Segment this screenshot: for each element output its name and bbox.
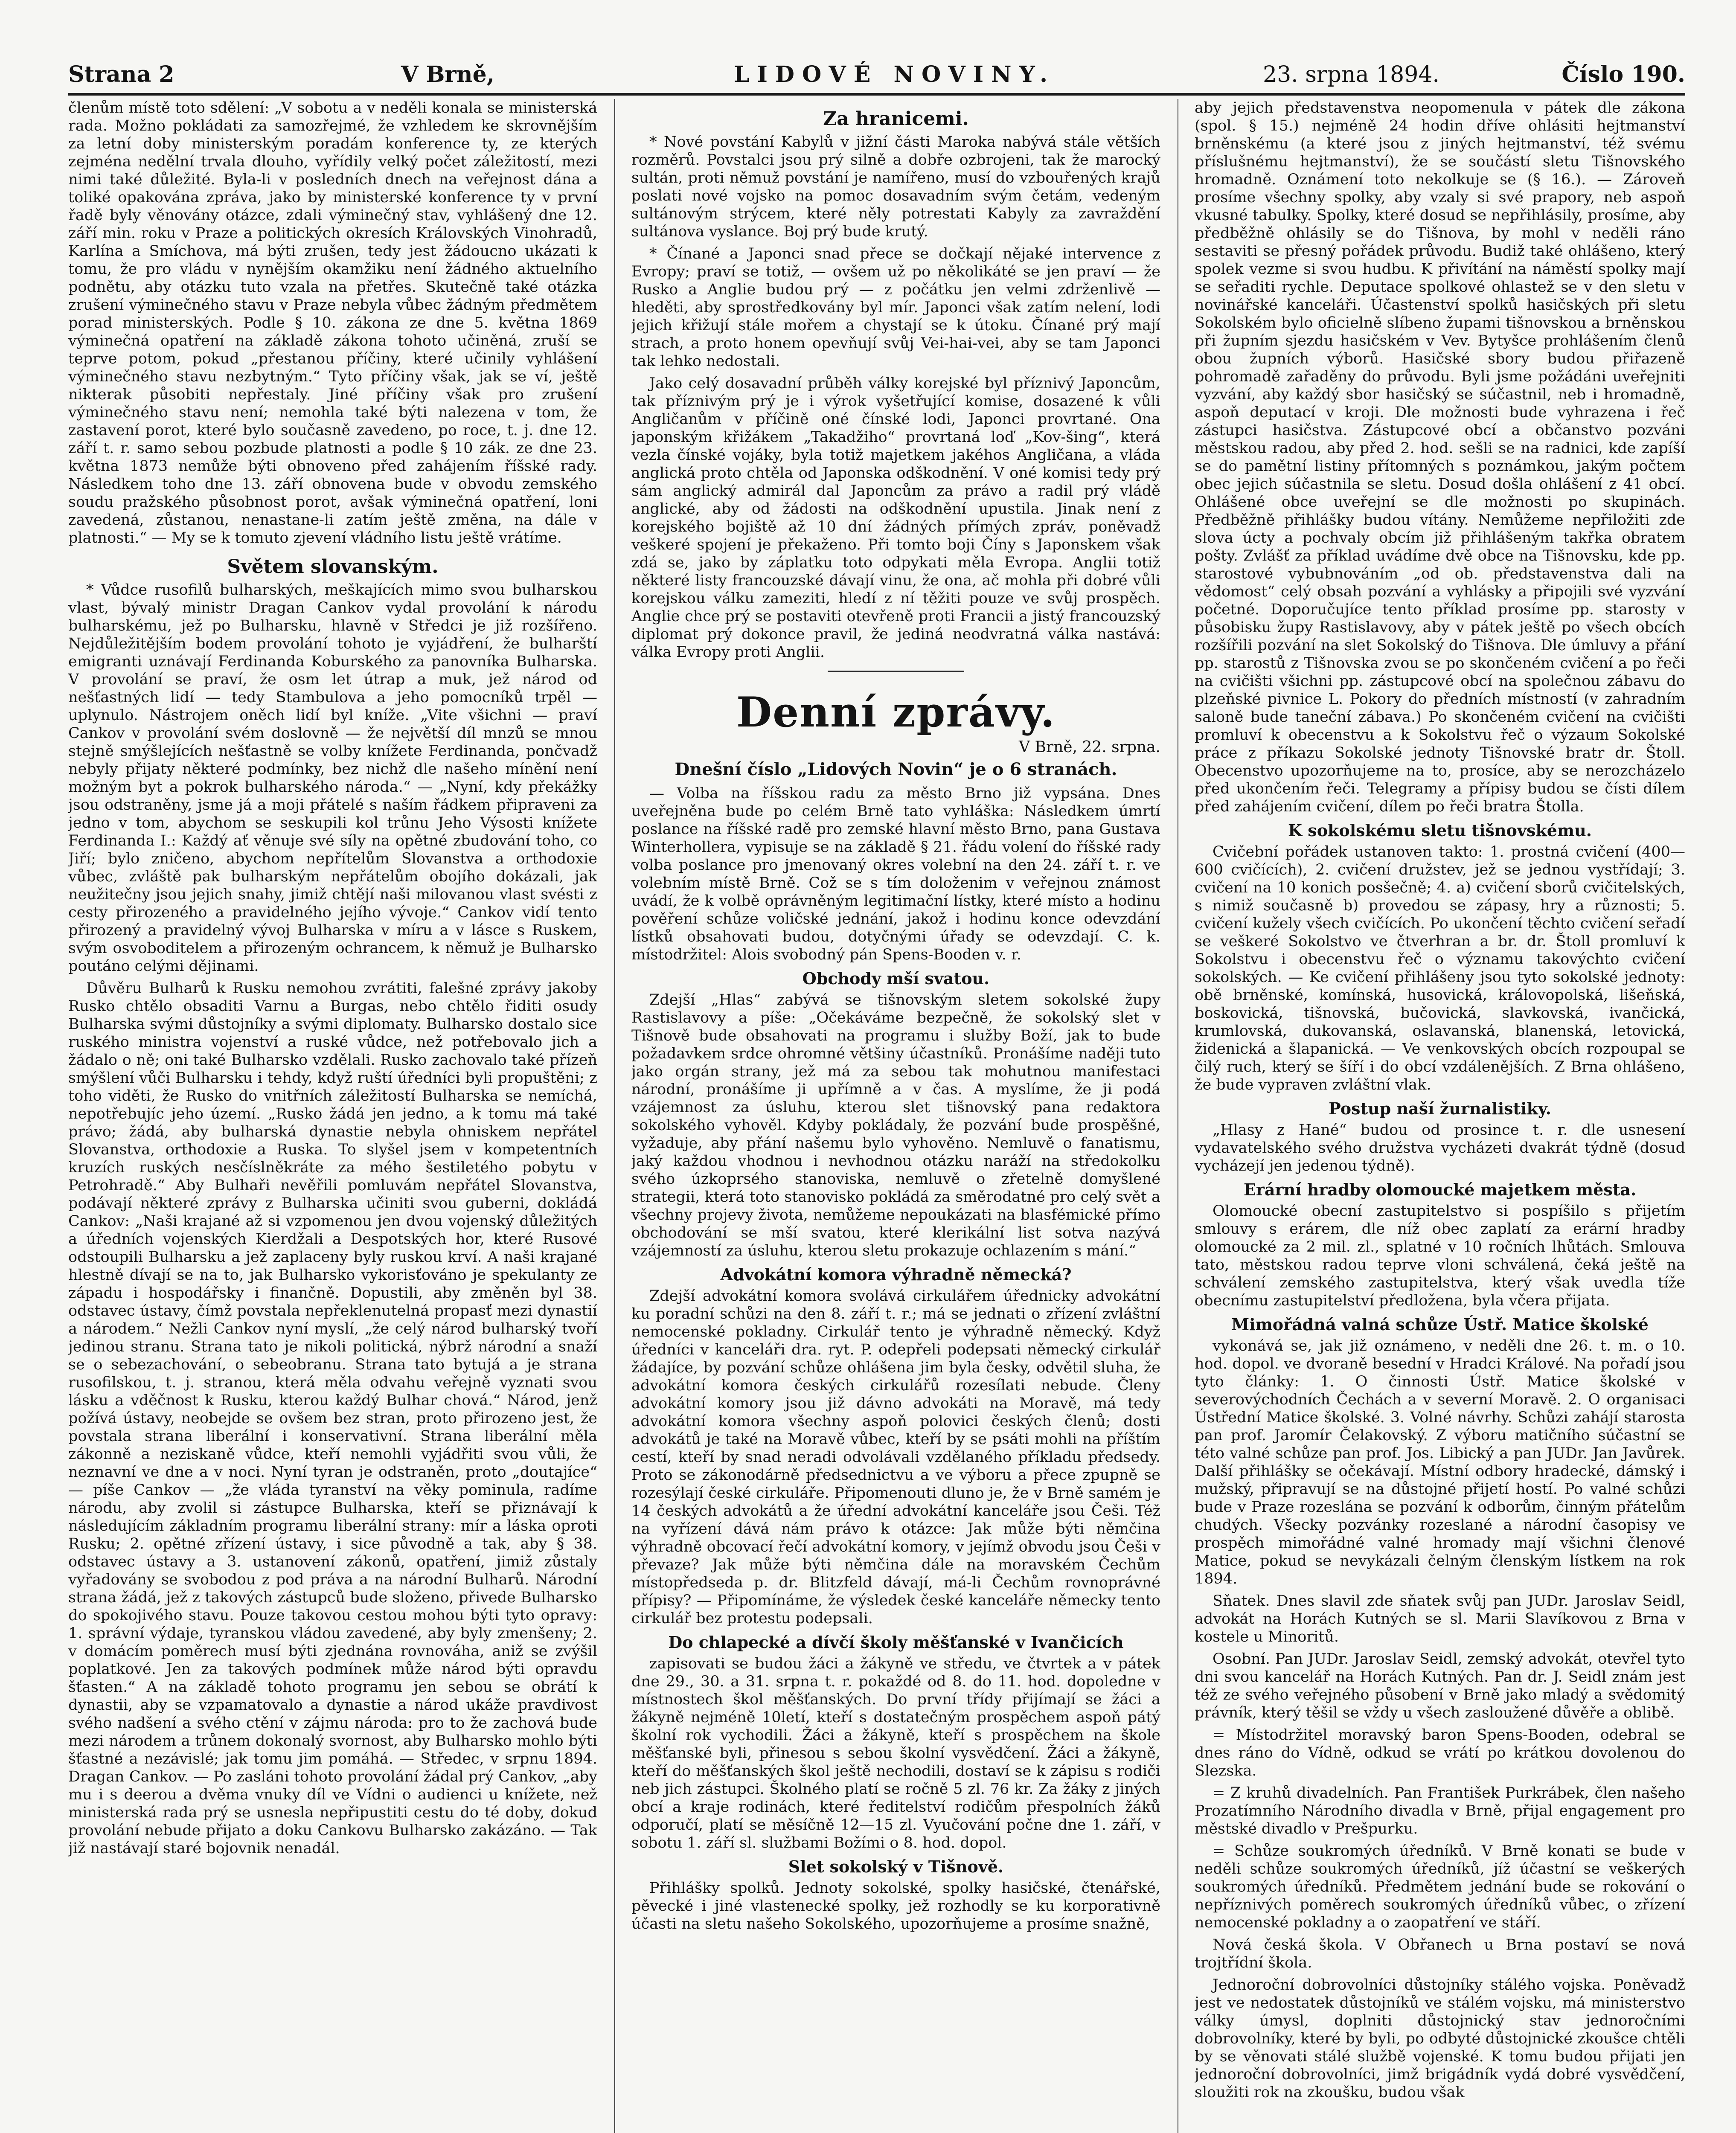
article-text: aby jejich představenstva neopomenula v pátek dle zákona (spol. § 15.) nejméně 24 hodin dříve ohlásiti hejtmanství brněnskému (a které jsou z jiných hejtmanství, též svému příslušnému hejtmanství), že se součástí sletu Tišnovského hromadně. Oznámení toto nekolkuje se (§ 16.). — Zároveň prosíme všechny spolky, aby vzaly si své prapory, neb aspoň vkusné tabulky. Spolky, které dosud se nepřihlásily, prosíme, aby předběžně ohlásily se do Tišnova, by mohl v neděli ráno sestaviti se přesný pořádek průvodu. Budiž také ohlášeno, který spolek vezme si svou hudbu. K přivítání na náměstí spolky mají se seřaditi rychle. Deputace spolkové ohlastež se v den sletu v novinářské kanceláři. Účastenství spolků hasičských při sletu Sokolském bylo oficielně slíbeno župami tišnovskou a brněnskou při župním sjezdu hasičském v Vev. Bytyšce prohlášením členů obou župních výborů. Hasičské sbory budou přiřazeně pohromadě zařaděny do průvodu. Byli jsme požádáni uveřejniti vyzvání, aby každý sbor hasičský se súčastnil, neb i hromadně, aspoň deputací v kroji. Dle možnosti bude vyhrazena i řeč zástupci hasičstva. Zástupcové obcí a občanstvo pozváni městskou radou, aby před 2. hod. sešli se na radnici, kde zapíší se do pamětní listiny přítomných s poznámkou, jakým počtem obec jejich súčastnila se sletu. Dosud došla ohlášení z 41 obcí. Ohlášené obce uveřejní se dle možnosti po skupinách. Předběžně přihlášky budou vítány. Nemůžeme nepřiložiti zde slova úcty a pochvaly obcím již přihlášeným takřka obratem pošty. Zvlášť za příklad uvádíme dvě obce na Tišnovsku, kde pp. starostové vybubnováním „od ob. představenstva dali na vědomost“ celý obsah pozvání a vyhlásky a připojili své vyzvání početné. Doporučujíce tento příklad prosíme pp. starosty v působisku župy Rastislavovy, aby v pátek ještě po všech obcích rozšířili pozvání na slet Sokolský do Tišnova. Dle úmluvy a přání pp. starostů z Tišnovska zvou se po skončeném cvičení a po řeči na cvičišti všichni pp. zástupcové obcí na společnou zábavu do plzeňské pivnice L. Pokory do předních místností (v zahradním saloně bude taneční zábava.) Po skončeném cvičení na cvičišti promluví k obecenstvu a k Sokolstvu řeč o výzaum Sokolské práce z příkazu Sokolské jednoty Tišnovské bratr dr. Štoll. Obecenstvo upozorňujeme na to, prosíce, aby se nerozcházelo před ukončením řeči. Telegramy a přípisy budou se čísti dílem před zahájením cvičení, dílem po řeči bratra Štolla. bbox=[1195, 99, 1685, 815]
news-item: Osobní. Pan JUDr. Jaroslav Seidl, zemský advokát, otevřel tyto dni svou kancelář na Horách Kutných. Pan dr. J. Seidl znám jest též ze svého veřejného působení v Brně jako mladý a svědomitý právník, který těšil se vždy u všech zasloužené důvěře a oblibě. bbox=[1195, 1651, 1685, 1721]
article-text: Jako celý dosavadní průběh války korejské byl příznivý Japoncům, tak příznivým prý je i výrok vyšetřující komise, dosazené k vůli Angličanům v příčině oné čínské lodi, Japonci provrtané. Ona japonským křižákem „Takadžiho“ provrtaná loď „Kov-šing“, která vezla čínské vojáky, byla totiž majetkem jakéhos Angličana, a vláda anglická proto chtěla od Japonska odškodnění. V oné komisi tedy prý sám anglický admirál dal Japoncům za právo a radil prý vládě anglické, aby od žádosti na odškodnění upustila. Jinak není z korejského bojiště až 10 dní žádných přímých zpráv, poněvadž veškeré spojení je překaženo. Při tomto boji Číny s Japonskem však zdá se, jako by záplatku toto odpykati měla Evropa. Anglii totiž některé listy francouzské dávají vinu, že ona, ač mohla při dobré vůli korejskou válku zameziti, hledí z ní těžiti pouze ve svůj prospěch. Anglie chce prý se postaviti otevřeně proti Francii a jistý francouzský diplomat prý dokonce pravil, že jediná neodvratná válka nastává: válka Evropy proti Anglii. bbox=[631, 375, 1160, 661]
column-1 bbox=[68, 99, 597, 2133]
news-item: = Z kruhů divadelních. Pan František Purkrábek, člen našeho Prozatímního Národního divadla v Brně, přijal engagement pro městské divadlo v Prešpurku. bbox=[1195, 1784, 1685, 1837]
article-text: * Nové povstání Kabylů v jižní části Maroka nabývá stále větších rozměrů. Povstalci jsou prý silně a dobře ozbrojeni, tak že marocký sultán, proti němuž povstání je namířeno, musí do vzbouřených krajů poslati nové vojsko na pomoc dosavadním svým četám, vedeným sultánovým strýcem, které něly potrestati Kabyly za zavraždění sultánova vyslance. Boj prý bude krutý. bbox=[631, 134, 1160, 240]
article-heading: K sokolskému sletu tišnovskému. bbox=[1288, 821, 1592, 840]
news-item: Sňatek. Dnes slavil zde sňatek svůj pan JUDr. Jaroslav Seidl, advokát na Horách Kutných se sl. Marii Slavíkovou z Brna v kostele u Minoritů. bbox=[1195, 1592, 1685, 1645]
ornament-divider bbox=[828, 671, 964, 672]
column-divider bbox=[614, 99, 615, 2133]
article-text: vykonává se, jak již oznámeno, v neděli dne 26. t. m. o 10. hod. dopol. ve dvoraně besední v Hradci Králové. Na pořadí jsou tyto články: 1. O činnosti Ústř. Matice školské v severovýchodních Čechách a v severní Moravě. 2. O organisaci Ústřední Matice školské. 3. Volné návrhy. Schůzi zahájí starosta pan prof. Jaromír Čelakovský. Z výboru matičního súčastní se této valné schůze pan prof. Jos. Libický a pan JUDr. Jan Javůrek. Další přihlášky se očekávají. Místní odbory hradecké, dámský i mužský, připravují se na důstojné přijetí hostí. Po valné schůzi bude v Praze rozeslána se pozvání k odborům, činným přátelům chudých. Všecky pozvánky rozeslané a národní časopisy ve prospěch mimořádné valné hromady mají všichni členové Matice, pokud se nevykázali čelným členským lístkem na rok 1894. bbox=[1195, 1337, 1685, 1587]
article-heading: Erární hradby olomoucké majetkem města. bbox=[1243, 1180, 1637, 1199]
article-text: — Volba na říšskou radu za město Brno již vypsána. Dnes uveřejněna bude po celém Brně tato vyhláška: Následkem úmrtí poslance na říšské radě pro zemské hlavní město Brno, pana Gustava Winterhollera, vypisuje se na základě § 21. řádu volení do říšské rady volba poslance pro jmenovaný okres volební na den 24. září t. r. ve volebním místě Brně. Což se s tím doloženim v veřejnou známost uvádí, že k volbě oprávněným legitimační lístky, které místo a hodinu pověření schůze voličské jednání, jakož i hodinu konce odevzdání lístků obsahovati budou, dotyčnými úřady se odevzdají. C. k. místodržitel: Alois svobodný pán Spens-Booden v. r. bbox=[631, 785, 1160, 963]
article-text: Cvičební pořádek ustanoven takto: 1. prostná cvičení (400—600 cvičících), 2. cvičení družstev, jež se jednou vystřídají; 3. cvičení na 10 konich posšečně; 4. a) cvičení sborů cvičitelských, s nimiž současně b) provedou se zápasy, hry a různosti; 5. cvičení kužely všech cvičících. Po ukončení těchto cvičení seřadí se veškeré Sokolstvo ve čtverhran a br. dr. Štoll promluví k Sokolstvu i obecenstvu řeč o významu takovýchto cvičení sokolských. — Ke cvičení přihlášeny jsou tyto sokolské jednoty: obě brněnské, komínská, husovická, královopolská, lišeňská, boskovická, tišnovská, bučovická, slavkovská, ivančická, krumlovská, dukovanská, oslavanská, blanenská, letovická, židenická a šlapanická. — Ve venkovských obcích rozpoupal se čilý ruch, který se šíří i do obcí vzdálenějších. Z Brna ohlášeno, že bude vypraven zvláštní vlak. bbox=[1195, 843, 1685, 1093]
section-heading: Světem slovanským. bbox=[227, 556, 439, 578]
issue-notice: Dnešní číslo „Lidových Novin“ je o 6 stranách. bbox=[675, 759, 1117, 779]
news-item: Nová česká škola. V Obřanech u Brna postaví se nová trojtřídní škola. bbox=[1195, 1936, 1685, 1971]
news-item: Jednoroční dobrovolníci důstojníky stálého vojska. Poněvadž jest ve nedostatek důstojníků ve stálém vojsku, má ministerstvo války úmysl, doplniti důstojnický stav jednoročními dobrovolníky, které by byli, po odbyté důstojnické zkoušce chtěli by se věnovati stálé službě vojenské. K tomu budou přijati jen jednoroční dobrovolníci, jimž brigádník vydá dobré vysvědčení, sloužiti rok na zkoušku, budou však bbox=[1195, 1976, 1685, 2101]
page-number: Strana 2 bbox=[68, 61, 174, 87]
article-text: „Hlasy z Hané“ budou od prosince t. r. dle usnesení vydavatelského svého družstva vycházeti dvakrát týdně (dosud vycházejí jen jedenou týdně). bbox=[1195, 1122, 1685, 1174]
column-2 bbox=[631, 99, 1160, 2133]
city-label: V Brně, bbox=[401, 61, 494, 87]
issue-date: 23. srpna 1894. bbox=[1263, 62, 1439, 87]
article-text: * Čínané a Japonci snad přece se dočkají nějaké intervence z Evropy; praví se totiž, — ovšem už po několikáté se jen praví — že Rusko a Anglie budou prý — z počátku jen velmi zdrženlivě — hleděti, aby sprostředkovány byl mír. Japonci však zatím nelení, lodi jejich křižují stále mořem a chystají se k útoku. Čínané prý mají strach, a proto honem opevňují svůj Vei-hai-vei, aby se tam Japonci tak lehko nedostali. bbox=[631, 245, 1160, 370]
article-text: Olomoucké obecní zastupitelstvo si pospíšilo s přijetím smlouvy s erárem, dle níž obec zaplatí za erární hradby olomoucké za 2 mil. zl., splatné v 10 ročních lhůtách. Smlouva tato, městskou radou teprve vloni schválená, čeká ještě na schválení zemského zastupitelstva, který však uvedla tíže obecnímu zastupitelství předložena, byla včera přijata. bbox=[1195, 1203, 1685, 1309]
article-heading: Obchody mší svatou. bbox=[802, 969, 990, 988]
column-3 bbox=[1195, 99, 1685, 2133]
news-item: = Místodržitel moravský baron Spens-Booden, odebral se dnes ráno do Vídně, odkud se vrátí po krátkou dovolenou do Slezska. bbox=[1195, 1726, 1685, 1779]
issue-number: Číslo 190. bbox=[1562, 61, 1685, 87]
article-text: členům místě toto sdělení: „V sobotu a v neděli konala se ministerská rada. Možno pokládati za samozřejmé, že vzhledem ke skrovnějším za letní doby ministerským poradám konference ty, ze kterých zejména nedělní trvala dlouho, vyřídily velký počet záležitostí, mezi nimi také důležité. Byla-li v posledních dnech na veřejnost dána a toliké opakována zpráva, jako by ministerské konference ty v první řadě byly věnovány otázce, zdali výminečný stav, vyhlášený dne 12. září min. roku v Praze a politických okresích Královských Vinohradů, Karlína a Smíchova, má býti zrušen, tedy jest žádoucno ukázati k tomu, že pro vládu v nynějším okamžiku není žádného aktuelního podnětu, aby otázku tuto vzala na přetřes. Skutečně také otázka zrušení výminečného stavu v Praze nebyla vůbec žádným předmětem porad ministerských. Podle § 10. zákona ze dne 5. května 1869 výminečná opatření na základě zákona tohoto učiněná, zruší se teprve potom, pokud „přestanou příčiny, které učinily vyhlášení výminečného stavu nezbytným.“ Tyto příčiny však, jak se ví, ještě nikterak působiti nepřestaly. Jiné příčiny však pro zrušení výminečného stavu není; nemohla také býti nalezena v tom, že zastavení porot, které bylo současně zavedeno, po roce, t. j. dne 12. září t. r. samo sebou pozbude platnosti a podle § 10 zák. ze dne 23. května 1873 nemůže býti obnoveno před zahájením říšské rady. Následkem toho dne 13. září obnovena bude v obvodu zemského soudu pražského působnost porot, avšak výminečná opatření, loni zavedená, zůstanou, nenastane-li zatím ještě změna, na dále v platnosti.“ — My se k tomuto zjevení vládního listu ještě vrátíme. bbox=[68, 99, 597, 546]
article-heading: Mimořádná valná schůze Ústř. Matice školské bbox=[1231, 1315, 1649, 1334]
masthead bbox=[68, 60, 1685, 90]
article-text: Důvěru Bulharů k Rusku nemohou zvrátiti, falešné zprávy jakoby Rusko chtělo obsaditi Varnu a Burgas, nebo chtělo řiditi osudy Bulharska svými důstojníky a svými diplomaty. Bulharsko dostalo sice ruského ministra vojenství a ruské vůdce, než potřebovalo jich a žádalo o ně; oni také Bulharsko vzdělali. Rusko zachovalo také přízeň smýšlení vůči Bulharsku i tehdy, když ruští úředníci byli propuštěni; z toho viděti, že Rusko do vnitřních záležitostí Bulharska se nemíchá, nepotřebujíc jeho území. „Rusko žádá jen jedno, a k tomu má také právo; žádá, aby bulharská dynastie nebyla ohniskem nepřátel Slovanstva, orthodoxie a Ruska. To slyšel jsem v kompetentních kruzích ruských nesčíslněkráte za mého šestiletého pobytu v Petrohradě.“ Aby Bulhaři nevěřili pomluvám nepřátel Slovanstva, podávají některé zprávy z Bulharska učiniti svou guberni, dokládá Cankov: „Naši krajané až si vzpomenou jen dvou vojenský důležitých a úředních vojenských Kierdžali a Despotských hor, které Rusové odstoupili Bulharsku a jež zaplaceny byly ruskou krví. A naši krajané hlestně dívají se na to, jak Bulharsko vykorisťováno je spekulanty ze západu i hospodářsky i finančně. Dopustili, aby změněn byl 38. odstavec ústavy, čímž povstala nepřeklenutelná propasť mezi dynastií a národem.“ Nežli Cankov nyní myslí, „že celý národ bulharský tvoří jedinou stranu. Strana tato je nikoli politická, nýbrž národní a snaží se o sebezachování, o sebeobranu. Strana tato bytujá a je strana rusofilskou, t. j. stranou, která měla odvahu veřejně vyznati svou lásku a vděčnost k Rusku, kterou každý Bulhar chová.“ Národ, jenž požívá ústavy, neobejde se ovšem bez stran, proto přirozeno jest, že povstala strana liberální i konservativní. Strana liberální měla zákonně a neziskaně vůdce, kteří nemohli vyjádřiti svou vůli, že neznavní ve dne a v noci. Nyní tyran je odstraněn, proto „doutajíce“ — píše Cankov — „že vláda tyranství na věky pominula, radíme národu, aby zvolil si zástupce Bulharska, kteří se přiznávají k následujícím základním programu liberální strany: mír a láska oproti Rusku; 2. opětné zřízení ústavy, i sice původně a tak, aby § 38. odstavec ústavy a 3. ustanovení zákonů, opatření, jimiž zůstaly vyřadovány se svobodou z pod práva a na národní Bulharů. Národní strana žádá, jež z takových zástupců bude složeno, přivede Bulharsko do spokojivého stavu. Pouze takovou cestou mohou býti tyto opravy: 1. správní výdaje, tyranskou vládou zavedené, aby byly zmenšeny; 2. v domácím poměrech musí býti zjednána rovnováha, aniž se zvýšil poplatkové. Jen za takových podmínek může národ býti opravdu šťasten.“ A na základě tohoto programu jen sebou se obrátí k dynastii, aby se vzpamatovalo a dynastie a národ ukáže pravdivost svého nadšení a svého ctění v zájmu národa: pro to že zachová bude mezi národem a trůnem dokonalý svornost, aby Bulharsko mohlo býti šťastné a nezávislé; jak tomu jim pomáhá. — Středec, v srpnu 1894. Dragan Cankov. — Po zasláni tohoto provolání žádal prý Cankov, „aby mu i s deerou a dvěma vnuky díl ve Vídni o audienci u knížete, než ministerská rada prý se usnesla nepřipustiti cestu do té doby, dokud provolání nebude přijato a doku Cankovu Bulharsko zakázáno. — Tak již nastávají staré bojovnik nenadál. bbox=[68, 980, 597, 1857]
dateline: V Brně, 22. srpna. bbox=[1019, 738, 1160, 756]
article-heading: Do chlapecké a dívčí školy měšťanské v Ivančicích bbox=[668, 1633, 1124, 1652]
masthead-rule bbox=[68, 93, 1685, 96]
section-heading-large: Denní zprávy. bbox=[736, 688, 1056, 736]
article-text: Zdejší advokátní komora svolává cirkulářem úřednicky advokátní ku poradní schůzi na den 8. září t. r.; má se jednati o zřízení zvláštní nemocenské pokladny. Cirkulář tento je výhradně německý. Když úředníci v kanceláři dra. ryt. P. odepřeli podepsati německý cirkulář žádajíce, by pozvání schůze ohlášena jim byla česky, odvětil sluha, že advokátní komora českých cirkulářů rozesílati nebude. Členy advokátní komory jsou již dávno advokáti na Moravě, má tedy advokátní komora všechny aspoň polovici českých členů; dosti advokátů je také na Moravě vůbec, kteří by se psáti mohli na příštím cestí, kteří by snad neradi odvolávali vzdělaného příkladu předsedy. Proto se zákonodárně předsednictvu a ve výboru a přece zpupně se rozesýlají české cirkuláře. Připomenouti dluno je, že v Brně samém je 14 českých advokátů a že úřední advokátní kanceláře jsou Češi. Též na vyřízení dává nám právo k otázce: Jak může býti němčina výhradně obcovací řečí advokátní komory, v jejímž obvodu jsou Češi v převaze? Jak může býti němčina dále na moravském Čechům místopředseda p. dr. Blitzfeld dávají, má-li Čechům rovnoprávné přípisy? — Připomínáme, že výsledek české kanceláře německy tento cirkulář bez protestu podepsali. bbox=[631, 1287, 1160, 1627]
article-text: Zdejší „Hlas“ zabývá se tišnovským sletem sokolské župy Rastislavovy a píše: „Očekáváme bezpečně, že sokolský slet v Tišnově bude obsahovati na programu i služby Boží, jak to bude požadavkem srdce ohromné většiny účastníků. Pronášíme naději tuto jako orgán strany, jež má za sebou tak mohutnou manifestaci národní, pronášíme ji upřímně a v čas. A myslíme, že ji podá vzájemnost za úsluhu, kterou slet tišnovský pana redaktora sokolského vyhověl. Kdyby pokládaly, že pozvání bude prospěšné, vyžaduje, aby přání našemu bylo vyhověno. Nemluvě o fanatismu, jaký každou vhodnou i nevhodnou otázku naráží na středokolku svého úzkoprsého stanoviska, nemluvě o zřetelně domyšlené strategii, která toto stanovisko pokládá za směrodatné pro celý svět a všechny projevy života, nemůžeme nepoukázati na blasfémické přímo obchodování se mší svatou, které klerikální list sotva nazývá vzájemností za úsluhu, kterou sletu prokazuje ochlazením s mání.“ bbox=[631, 991, 1160, 1259]
article-text: Přihlášky spolků. Jednoty sokolské, spolky hasičské, čtenářské, pěvecké i jiné vlastenecké spolky, jež rozhodly se ku korporativně účasti na sletu našeho Sokolského, upozorňujeme a prosíme snažně, bbox=[631, 1880, 1160, 1932]
section-heading: Za hranicemi. bbox=[823, 108, 969, 130]
news-item: = Schůze soukromých úředníků. V Brně konati se bude v neděli schůze soukromých úředníků, jíž účastní se veškerých soukromých úředníků. Předmětem jednání bude se rokování o nepříznivých poměrech soukromých úředníků vůbec, o zřízení nemocenské pokladny a o zaopatření ve stáří. bbox=[1195, 1842, 1685, 1931]
newspaper-title: LIDOVÉ NOVINY. bbox=[734, 61, 1056, 87]
article-heading: Postup naší žurnalistiky. bbox=[1329, 1099, 1551, 1118]
article-text: zapisovati se budou žáci a žákyně ve středu, ve čtvrtek a v pátek dne 29., 30. a 31. srpna t. r. pokaždé od 8. do 11. hod. dopoledne v místnostech škol měšťanských. Do první třídy přijímají se žáci a žákyně nejméně 10letí, kteří s dostatečným prospěchem aspoň pátý školní rok vychodili. Žáci a žákyně, kteří s prospěchem na škole měšťanské byli, přinesou s sebou školní vysvědčení. Žáci a žákyně, kteří do měšťanských škol ještě nechodili, dostaví se k zápisu s rodiči neb jich zástupci. Školného platí se ročně 5 zl. 76 kr. Za žáky z jiných obcí a kraje rodinách, které ředitelství rodičům přespolních žáků odporučí, platí se měsíčně 12—15 zl. Vyučování počne dne 1. září, v sobotu 1. září sl. službami Božími o 8. hod. dopol. bbox=[631, 1655, 1160, 1851]
article-heading: Slet sokolský v Tišnově. bbox=[788, 1857, 1004, 1876]
article-text: * Vůdce rusofilů bulharských, meškajících mimo svou bulharskou vlast, bývalý ministr Dragan Cankov vydal provolání k národu bulharskému, jež po Bulharsku, hlavně v Středci je již rozšířeno. Nejdůležitějším bodem provolání tohoto je vyjádření, že bulharští emigranti uznávají Ferdinanda Koburského za panovníka Bulharska. V provolání se praví, že osm let útrap a muk, jež národ od nešťastných lidí — tedy Stambulova a jeho pomocníků trpěl — uplynulo. Nástrojem oněch lidí byl kníže. „Vite všichni — praví Cankov v provolání svém doslovně — že největší díl mnzů se mnou stejně smýšlejících nešťastně se volby knížete Ferdinanda, pončvadž nebyly přijaty některé podmínky, bez nichž dle našeho mínění není možným byt a pokrok bulharského národa.“ — „Nyní, kdy překážky jsou odstraněny, jsme já a moji přátelé s naším řádkem připraveni za jedno v tom, abychom se seskupili kol trůnu Jeho Výsosti knížete Ferdinanda I.: Každý ať věnuje své síly na opětné zbudování toho, co Jiří; bylo zničeno, abychom nepřítelům Slovanstva a orthodoxie vůbec, zvláště pak bulharským nepřátelům obojího dokázali, jak neužitečny jsou jejich snahy, jimiž chtějí naši milovanou vlast svésti z cesty přirozeného a pravidelného jejího vývoje.“ Cankov vidí tento přirozený a pravidelný vývoj Bulharska v míru a v lásce s Ruskem, svým osvoboditelem a přirozeným ochrancem, k němuž je Bulharsko poutáno celými dějinami. bbox=[68, 581, 597, 975]
article-heading: Advokátní komora výhradně německá? bbox=[720, 1265, 1072, 1284]
